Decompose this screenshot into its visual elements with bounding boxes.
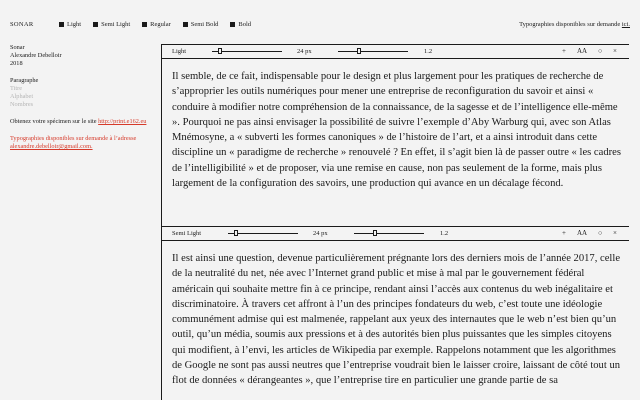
plus-icon[interactable]: + xyxy=(562,229,566,237)
weight-semi-bold[interactable]: Semi Bold xyxy=(183,21,219,28)
reset-icon[interactable]: ○ xyxy=(598,229,603,237)
size-value: 24 px xyxy=(297,48,312,55)
square-icon xyxy=(142,22,147,27)
close-icon[interactable]: × xyxy=(613,229,617,237)
weight-semi-light[interactable]: Semi Light xyxy=(93,21,130,28)
square-icon xyxy=(230,22,235,27)
brand-name: SONAR xyxy=(10,21,34,28)
panel-toolbar xyxy=(162,226,629,241)
year: 2018 xyxy=(10,60,23,67)
availability-note: Typographies disponibles sur demande ici. xyxy=(519,21,630,28)
leading-slider-thumb[interactable] xyxy=(373,230,377,236)
panel-toolbar xyxy=(162,44,629,59)
specimen-area xyxy=(161,44,636,400)
leading-slider[interactable] xyxy=(338,51,408,52)
square-icon xyxy=(93,22,98,27)
author-name: Alexandre Debelloir xyxy=(10,52,62,59)
top-bar xyxy=(0,0,640,40)
case-toggle-button[interactable]: AA xyxy=(577,47,588,55)
leading-value: 1.2 xyxy=(440,230,449,237)
size-value: 24 px xyxy=(313,230,328,237)
square-icon xyxy=(59,22,64,27)
leading-slider-thumb[interactable] xyxy=(357,48,361,54)
sidebar xyxy=(10,44,155,151)
leading-value: 1.2 xyxy=(424,48,433,55)
reset-icon[interactable]: ○ xyxy=(598,47,603,55)
panel-weight-label: Semi Light xyxy=(172,230,202,237)
plus-icon[interactable]: + xyxy=(562,47,566,55)
alphabet-option[interactable]: Alphabet xyxy=(10,93,34,100)
specimen-paragraph[interactable]: Il est ainsi une question, devenue particulièrement prégnante lors des derniers mois de l’année 2017, celle de la neutralité du net, née avec l’Internet grand public et mise à mal par le gouvernement fédéral américain qui souhaite mettre fin à ce principe, rendant ainsi l’accès aux contenus du web inégalitaire et discriminatoire. À travers cet affront à l’un des principes fondateurs du web, c’est toute une idéologie communément admise qui est malmenée, rappelant aux yeux des internautes que le web n’est bien qu’un outil, qu’un média, soumis aux pressions et à des autorités bien plus puissantes que les simples citoyens qui modifient, à l’envi, les articles de Wikipedia par exemple. Rappelons notamment que les algorithmes de Google ne sont pas aussi neutres que l’entreprise voudrait bien le laisser croire, laissant de côté tout un flot de données « dérangeantes », que l’entreprise tire en particulier une grande partie de sa xyxy=(172,253,621,387)
weight-light[interactable]: Light xyxy=(59,21,81,28)
panel-weight-label: Light xyxy=(172,48,187,55)
size-slider[interactable] xyxy=(212,51,282,52)
size-slider-thumb[interactable] xyxy=(234,230,238,236)
size-slider-thumb[interactable] xyxy=(218,48,222,54)
request-email-link[interactable]: alexandre.debelloir@gmail.com. xyxy=(10,143,93,150)
specimen-paragraph[interactable]: Il semble, de ce fait, indispensable pour le design et plus largement pour les pratiques de recherche de s’approprier les outils numériques pour mener une entreprise de reconfiguration du savoir et ainsi « conduire à modifier notre compréhension de la connaissance, de la sagesse et de l’intelligence elle-même ». Pourquoi ne pas ainsi envisager la possibilité de suivre l’exemple d’Aby Warburg qui, avec son Atlas Mnémosyne, a « subverti les formes canoniques » de l’histoire de l’art, et a ainsi introduit dans cette discipline un « paradigme de recherche » renouvelé ? En effet, il s’agit bien là de passer outre « les cadres de l’intelligibilité » et de proposer, via une remise en cause, non pas seulement de la forme, mais plus largement de la configuration des savoirs, une production qui avance en un décalage fécond. xyxy=(172,71,621,190)
availability-link[interactable]: ici. xyxy=(621,21,630,28)
title-option[interactable]: Titre xyxy=(10,85,23,92)
request-note: Typographies disponibles sur demande à l’adresse xyxy=(10,135,137,142)
specimen-link[interactable]: http://print.e162.eu xyxy=(98,118,147,125)
typeface-name: Sonar xyxy=(10,44,25,51)
numbers-option[interactable]: Nombres xyxy=(10,101,34,108)
case-toggle-button[interactable]: AA xyxy=(577,229,588,237)
leading-slider[interactable] xyxy=(354,233,424,234)
square-icon xyxy=(183,22,188,27)
size-slider[interactable] xyxy=(228,233,298,234)
paragraph-option[interactable]: Paragraphe xyxy=(10,77,39,84)
specimen-note: Obtenez votre spécimen sur le site http://print.e162.eu xyxy=(10,118,147,125)
weight-bold[interactable]: Bold xyxy=(230,21,251,28)
close-icon[interactable]: × xyxy=(613,47,617,55)
weight-selector xyxy=(59,21,263,28)
weight-regular[interactable]: Regular xyxy=(142,21,171,28)
